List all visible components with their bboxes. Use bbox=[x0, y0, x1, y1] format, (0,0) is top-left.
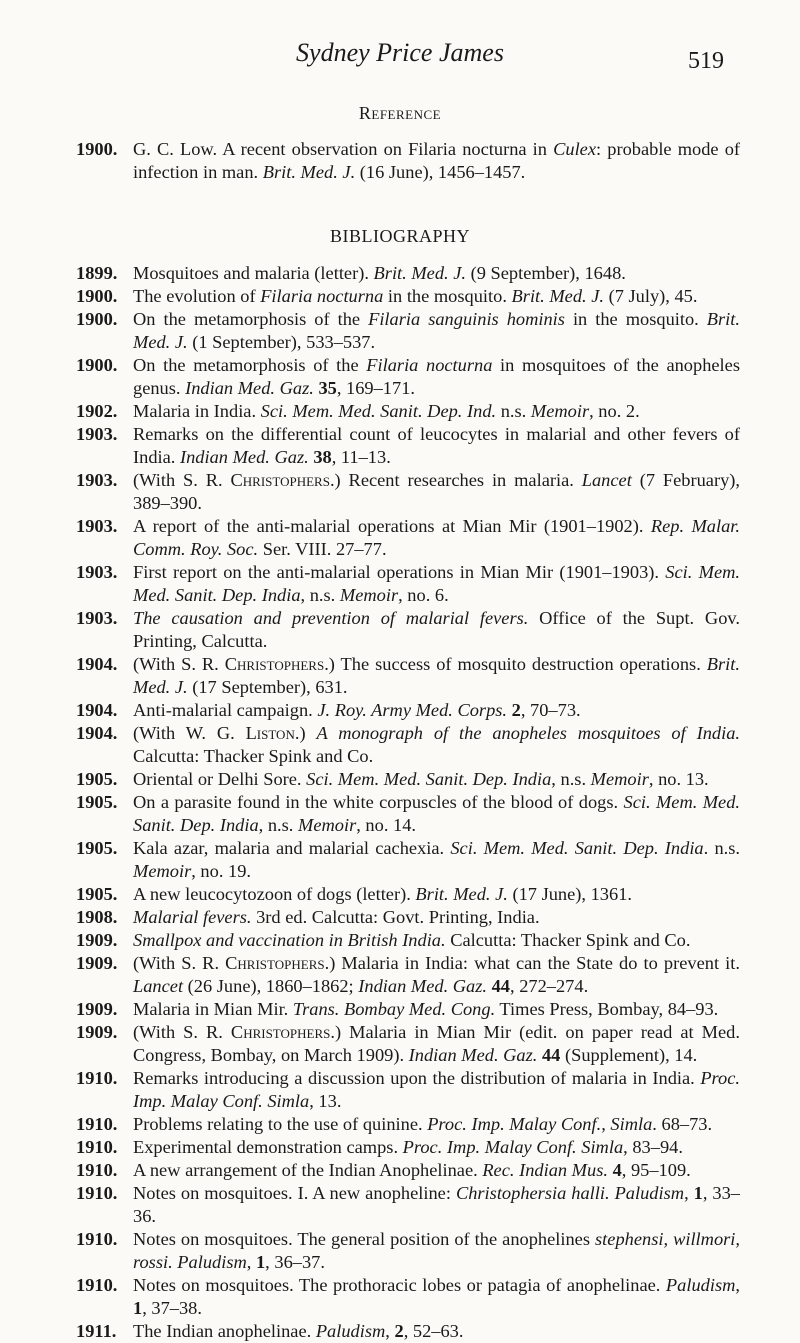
entry-text bbox=[133, 1067, 740, 1113]
entry-text-segment: (7 February), 389–390. bbox=[133, 470, 740, 513]
entry-text-segment: .) Recent researches in malaria. bbox=[329, 470, 582, 490]
entry-text-segment: , n.s. bbox=[300, 585, 340, 605]
bibliography-entry bbox=[76, 699, 740, 722]
entry-text-segment: (26 June), 1860–1862; bbox=[183, 976, 359, 996]
entry-text-segment: .) The success of mosquito destruction operations. bbox=[324, 654, 707, 674]
reference-heading: Reference bbox=[358, 103, 442, 123]
entry-text-segment: , no. 2. bbox=[589, 401, 640, 421]
bibliography-entry bbox=[76, 515, 740, 561]
entry-text-segment: in the mosquito. bbox=[383, 286, 512, 306]
entry-text-segment: A new arrangement of the Indian Anophelinae. bbox=[133, 1160, 483, 1180]
entry-text-segment: Remarks on the differential count of leucocytes in malarial and other fevers of India. bbox=[133, 424, 740, 467]
entry-text-segment: The evolution of bbox=[133, 286, 261, 306]
entry-text-segment: stephensi, willmori, rossi. Paludism bbox=[133, 1229, 740, 1272]
entry-text-segment: , 33–36. bbox=[133, 1183, 741, 1226]
entry-text-segment: A new leucocytozoon of dogs (letter). bbox=[133, 884, 416, 904]
bibliography-entry bbox=[76, 952, 740, 998]
entry-text-segment: Liston bbox=[245, 723, 295, 743]
entry-text-segment: Indian Med. Gaz. bbox=[185, 378, 314, 398]
entry-text-segment: , no. 6. bbox=[398, 585, 449, 605]
entry-text bbox=[133, 607, 740, 653]
entry-text-segment: Trans. Bombay Med. Cong. bbox=[292, 999, 496, 1019]
entry-text bbox=[133, 653, 740, 699]
entry-text-segment: , 70–73. bbox=[520, 700, 581, 720]
entry-text-segment: 3rd ed. Calcutta: Govt. Printing, India. bbox=[251, 907, 540, 927]
entry-text bbox=[133, 952, 740, 998]
entry-text bbox=[133, 354, 740, 400]
entry-text-segment: Notes on mosquitoes. I. A new anopheline: bbox=[133, 1183, 456, 1203]
entry-text-segment: , 37–38. bbox=[142, 1298, 202, 1318]
entry-text bbox=[133, 998, 740, 1021]
bibliography-entry bbox=[76, 308, 740, 354]
entry-text-segment: Christophers bbox=[225, 953, 325, 973]
entry-text-segment: , no. 14. bbox=[356, 815, 417, 835]
entry-text-segment: Brit. Med. J. bbox=[133, 654, 740, 697]
entry-text-segment: Malaria in Mian Mir. bbox=[133, 999, 293, 1019]
entry-text-segment: Oriental or Delhi Sore. bbox=[133, 769, 307, 789]
entry-year: 1909. bbox=[76, 1022, 118, 1042]
entry-text-segment: Memoir bbox=[339, 585, 399, 605]
bibliography-entry bbox=[76, 906, 740, 929]
entry-text bbox=[133, 1021, 740, 1067]
entry-text-segment: Proc. Imp. Malay Conf. Simla bbox=[133, 1068, 740, 1111]
entry-text-segment: Filaria nocturna bbox=[260, 286, 384, 306]
entry-text-segment: Indian Med. Gaz. bbox=[408, 1045, 538, 1065]
entry-text-segment: Indian Med. Gaz. bbox=[358, 976, 487, 996]
entry-text bbox=[133, 1113, 740, 1136]
bibliography-heading: BIBLIOGRAPHY bbox=[329, 226, 470, 246]
entry-text-segment: (With S. R. bbox=[133, 470, 231, 490]
entry-text-segment: Mosquitoes and malaria (letter). bbox=[133, 263, 374, 283]
entry-text-segment: Sci. Mem. Med. Sanit. Dep. India bbox=[450, 838, 704, 858]
entry-text bbox=[133, 1320, 740, 1343]
entry-text-segment: Anti-malarial campaign. bbox=[133, 700, 318, 720]
entry-text-segment: , no. 19. bbox=[191, 861, 252, 881]
bibliography-entry bbox=[76, 1228, 740, 1274]
entry-text-segment: Sci. Mem. Med. Sanit. Dep. India bbox=[133, 792, 740, 835]
bibliography-entry bbox=[76, 561, 740, 607]
entry-year: 1903. bbox=[76, 608, 118, 628]
entry-text-segment: A monograph of the anopheles mosquitoes of India. bbox=[316, 723, 740, 743]
entry-text-segment: , 36–37. bbox=[265, 1252, 325, 1272]
entry-text bbox=[133, 1159, 740, 1182]
bibliography-entry bbox=[76, 837, 740, 883]
entry-text bbox=[133, 423, 740, 469]
entry-text-segment: Paludism bbox=[665, 1275, 736, 1295]
entry-year: 1910. bbox=[76, 1229, 118, 1249]
entry-text-segment: Culex bbox=[553, 139, 597, 159]
entry-text-segment: On a parasite found in the white corpuscles of the blood of dogs. bbox=[133, 792, 624, 812]
bibliography-entry bbox=[76, 469, 740, 515]
entry-text-segment: Memoir bbox=[298, 815, 357, 835]
entry-text-segment: Brit. Med. J. bbox=[511, 286, 604, 306]
entry-text-segment: Ser. VIII. 27–77. bbox=[258, 539, 387, 559]
entry-text bbox=[133, 400, 740, 423]
entry-text-segment: Filaria nocturna bbox=[366, 355, 493, 375]
bibliography-entry bbox=[76, 262, 740, 285]
bibliography-entry bbox=[76, 1113, 740, 1136]
entry-text-segment: (With S. R. bbox=[133, 654, 225, 674]
entry-text-segment: , n.s. bbox=[258, 815, 298, 835]
entry-text-segment: . n.s. bbox=[703, 838, 740, 858]
entry-year: 1905. bbox=[76, 884, 118, 904]
entry-text bbox=[133, 768, 740, 791]
entry-text-segment: The Indian anophelinae. bbox=[133, 1321, 316, 1341]
entry-text-segment: , 272–274. bbox=[510, 976, 589, 996]
entry-year: 1905. bbox=[76, 769, 118, 789]
entry-text-segment: Rec. Indian Mus. bbox=[482, 1160, 608, 1180]
entry-text bbox=[133, 308, 740, 354]
entry-text-segment: On the metamorphosis of the bbox=[133, 355, 367, 375]
entry-text-segment: Indian Med. Gaz. bbox=[179, 447, 309, 467]
entry-year: 1910. bbox=[76, 1183, 118, 1203]
entry-text-segment: , 169–171. bbox=[336, 378, 415, 398]
entry-text-segment: , 52–63. bbox=[403, 1321, 464, 1341]
entry-text-segment: in the mosquito. bbox=[564, 309, 707, 329]
bibliography-entry bbox=[76, 1274, 740, 1320]
entry-text bbox=[133, 1182, 740, 1228]
entry-text bbox=[133, 262, 740, 285]
entry-text bbox=[133, 469, 740, 515]
entry-text-segment: , bbox=[385, 1321, 395, 1341]
entry-text-segment: Lancet bbox=[133, 976, 184, 996]
entry-year: 1910. bbox=[76, 1275, 118, 1295]
entry-text-segment: Proc. Imp. Malay Conf., Simla bbox=[427, 1114, 653, 1134]
bibliography-entry bbox=[76, 354, 740, 400]
bibliography-entry bbox=[76, 791, 740, 837]
entry-text-segment: , bbox=[246, 1252, 256, 1272]
entry-text-segment: Malaria in India. bbox=[133, 401, 261, 421]
entry-text bbox=[133, 906, 740, 929]
entry-text-segment: Christophers bbox=[230, 470, 330, 490]
bibliography-entry bbox=[76, 1182, 740, 1228]
entry-text-segment: (17 September), 631. bbox=[187, 677, 348, 697]
entry-text-segment: .) Malaria in India: what can the State do to prevent it. bbox=[324, 953, 740, 973]
entry-text-segment: , bbox=[684, 1183, 694, 1203]
entry-text-segment: First report on the anti-malarial operations in Mian Mir (1901–1903). bbox=[133, 562, 666, 582]
bibliography-entry bbox=[76, 138, 740, 184]
entry-text-segment: Proc. Imp. Malay Conf. Simla bbox=[402, 1137, 624, 1157]
entry-year: 1902. bbox=[76, 401, 118, 421]
entry-year: 1900. bbox=[76, 139, 118, 159]
entry-text-segment: Brit. Med. J. bbox=[133, 309, 740, 352]
bibliography-entry bbox=[76, 423, 740, 469]
entry-text-segment: Brit. Med. J. bbox=[262, 162, 356, 182]
entry-text-segment: Malarial fevers. bbox=[133, 907, 252, 927]
entry-year: 1909. bbox=[76, 999, 118, 1019]
entry-year: 1903. bbox=[76, 470, 118, 490]
entry-text-segment: 44 bbox=[541, 1045, 561, 1065]
bibliography-entry bbox=[76, 400, 740, 423]
entry-text bbox=[133, 561, 740, 607]
entry-text-segment: Problems relating to the use of quinine. bbox=[133, 1114, 428, 1134]
entry-year: 1905. bbox=[76, 792, 118, 812]
entry-text-segment: n.s. bbox=[496, 401, 531, 421]
page-header bbox=[0, 38, 800, 78]
entry-text bbox=[133, 515, 740, 561]
bibliography-entry bbox=[76, 722, 740, 768]
entry-year: 1903. bbox=[76, 516, 118, 536]
entry-text-segment: Lancet bbox=[581, 470, 632, 490]
entry-text bbox=[133, 1136, 740, 1159]
entry-text-segment: , 13. bbox=[309, 1091, 342, 1111]
entry-text-segment: J. Roy. Army Med. Corps. bbox=[317, 700, 508, 720]
entry-text-segment: Memoir bbox=[590, 769, 649, 789]
reference-list bbox=[76, 138, 740, 184]
bibliography-entry bbox=[76, 1320, 740, 1343]
bibliography-list bbox=[76, 262, 740, 1343]
entry-year: 1910. bbox=[76, 1137, 118, 1157]
entry-text-segment: , 11–13. bbox=[331, 447, 391, 467]
entry-text-segment: (With W. G. bbox=[133, 723, 246, 743]
entry-text-segment: 38 bbox=[313, 447, 332, 467]
entry-text-segment: Notes on mosquitoes. The general position of the anophelines bbox=[133, 1229, 596, 1249]
entry-year: 1910. bbox=[76, 1114, 118, 1134]
entry-year: 1911. bbox=[76, 1321, 117, 1341]
entry-text-segment: Remarks introducing a discussion upon the distribution of malaria in India. bbox=[133, 1068, 701, 1088]
entry-text bbox=[133, 1228, 740, 1274]
entry-text-segment: 44 bbox=[491, 976, 510, 996]
bibliography-entry bbox=[76, 929, 740, 952]
entry-text-segment: 1 bbox=[133, 1298, 143, 1318]
entry-year: 1900. bbox=[76, 286, 118, 306]
entry-text-segment: Christophersia halli. Paludism bbox=[455, 1183, 685, 1203]
entry-text bbox=[133, 722, 740, 768]
entry-year: 1910. bbox=[76, 1160, 118, 1180]
entry-text-segment: Times Press, Bombay, 84–93. bbox=[495, 999, 719, 1019]
entry-year: 1909. bbox=[76, 930, 118, 950]
entry-text-segment: (16 June), 1456–1457. bbox=[355, 162, 526, 182]
entry-year: 1910. bbox=[76, 1068, 118, 1088]
entry-text-segment: (7 July), 45. bbox=[604, 286, 698, 306]
entry-year: 1904. bbox=[76, 723, 118, 743]
bibliography-entry bbox=[76, 998, 740, 1021]
bibliography-entry bbox=[76, 653, 740, 699]
entry-text-segment: 35 bbox=[318, 378, 337, 398]
entry-year: 1905. bbox=[76, 838, 118, 858]
entry-text-segment: A report of the anti-malarial operations at Mian Mir (1901–1902). bbox=[133, 516, 651, 536]
bibliography-entry bbox=[76, 285, 740, 308]
entry-text-segment: The causation and prevention of malarial fevers. bbox=[133, 608, 529, 628]
entry-text-segment: (Supplement), 14. bbox=[560, 1045, 698, 1065]
entry-year: 1909. bbox=[76, 953, 118, 973]
entry-text-segment: (9 September), 1648. bbox=[466, 263, 626, 283]
entry-text-segment: , no. 13. bbox=[648, 769, 709, 789]
entry-year: 1904. bbox=[76, 700, 118, 720]
entry-text-segment: .) Malaria in Mian Mir (edit. on paper read at Med. Congress, Bombay, on March 1909). bbox=[133, 1022, 740, 1065]
entry-year: 1903. bbox=[76, 424, 118, 444]
entry-text-segment: Sci. Mem. Med. Sanit. Dep. India bbox=[133, 562, 740, 605]
entry-year: 1900. bbox=[76, 309, 118, 329]
bibliography-entry bbox=[76, 768, 740, 791]
bibliography-entry bbox=[76, 1136, 740, 1159]
bibliography-entry bbox=[76, 883, 740, 906]
entry-text-segment: Memoir bbox=[133, 861, 192, 881]
entry-text-segment: Calcutta: Thacker Spink and Co. bbox=[133, 746, 374, 766]
entry-year: 1899. bbox=[76, 263, 118, 283]
entry-text bbox=[133, 699, 740, 722]
entry-text-segment: , n.s. bbox=[551, 769, 591, 789]
entry-text-segment: 4 bbox=[612, 1160, 622, 1180]
entry-text-segment: Filaria sanguinis hominis bbox=[368, 309, 565, 329]
entry-text-segment: Notes on mosquitoes. The prothoracic lobes or patagia of anophelinae. bbox=[133, 1275, 666, 1295]
bibliography-entry bbox=[76, 1021, 740, 1067]
entry-year: 1908. bbox=[76, 907, 118, 927]
entry-text-segment: Brit. Med. J. bbox=[415, 884, 508, 904]
running-head: Sydney Price James bbox=[296, 38, 504, 67]
entry-text bbox=[133, 1274, 740, 1320]
entry-text bbox=[133, 285, 740, 308]
entry-text-segment: .) bbox=[294, 723, 317, 743]
entry-text-segment: Memoir bbox=[530, 401, 590, 421]
entry-text-segment: Experimental demonstration camps. bbox=[133, 1137, 403, 1157]
entry-text bbox=[133, 837, 740, 883]
entry-text-segment: in mosquitoes of the anopheles genus. bbox=[133, 355, 740, 398]
entry-text-segment: (With S. R. bbox=[133, 1022, 231, 1042]
entry-text-segment: Sci. Mem. Med. Sanit. Dep. India bbox=[306, 769, 552, 789]
entry-text-segment: Smallpox and vaccination in British India. bbox=[133, 930, 446, 950]
entry-year: 1904. bbox=[76, 654, 118, 674]
entry-text-segment: Christophers bbox=[230, 1022, 331, 1042]
bibliography-entry bbox=[76, 1067, 740, 1113]
entry-text-segment: Paludism bbox=[315, 1321, 386, 1341]
entry-text-segment: (With S. R. bbox=[133, 953, 226, 973]
entry-text bbox=[133, 138, 740, 184]
entry-text-segment: On the metamorphosis of the bbox=[133, 309, 369, 329]
entry-text-segment: Kala azar, malaria and malarial cachexia. bbox=[133, 838, 451, 858]
entry-text-segment: (1 September), 533–537. bbox=[187, 332, 376, 352]
entry-text-segment: : probable mode of infection in man. bbox=[133, 139, 741, 182]
entry-text-segment: , 95–109. bbox=[621, 1160, 691, 1180]
bibliography-entry bbox=[76, 607, 740, 653]
page-number: 519 bbox=[688, 48, 724, 74]
entry-year: 1900. bbox=[76, 355, 118, 375]
bibliography-entry bbox=[76, 1159, 740, 1182]
entry-text-segment: Calcutta: Thacker Spink and Co. bbox=[445, 930, 691, 950]
entry-text-segment: Brit. Med. J. bbox=[373, 263, 466, 283]
entry-text-segment: G. C. Low. A recent observation on Filaria nocturna in bbox=[133, 139, 554, 159]
entry-text-segment: , bbox=[735, 1275, 740, 1295]
entry-text-segment: Office of the Supt. Gov. Printing, Calcutta. bbox=[133, 608, 740, 651]
entry-text-segment: 2 bbox=[394, 1321, 404, 1341]
entry-text-segment: Christophers bbox=[224, 654, 325, 674]
entry-text-segment: 2 bbox=[511, 700, 521, 720]
entry-text-segment: Rep. Malar. Comm. Roy. Soc. bbox=[133, 516, 740, 559]
entry-year: 1903. bbox=[76, 562, 118, 582]
entry-text-segment: Sci. Mem. Med. Sanit. Dep. Ind. bbox=[260, 401, 497, 421]
entry-text bbox=[133, 883, 740, 906]
entry-text bbox=[133, 929, 740, 952]
entry-text-segment: (17 June), 1361. bbox=[507, 884, 632, 904]
entry-text-segment: . 68–73. bbox=[652, 1114, 713, 1134]
entry-text-segment: 1 bbox=[255, 1252, 266, 1272]
entry-text bbox=[133, 791, 740, 837]
entry-text-segment: , 83–94. bbox=[623, 1137, 683, 1157]
entry-text-segment: 1 bbox=[693, 1183, 703, 1203]
